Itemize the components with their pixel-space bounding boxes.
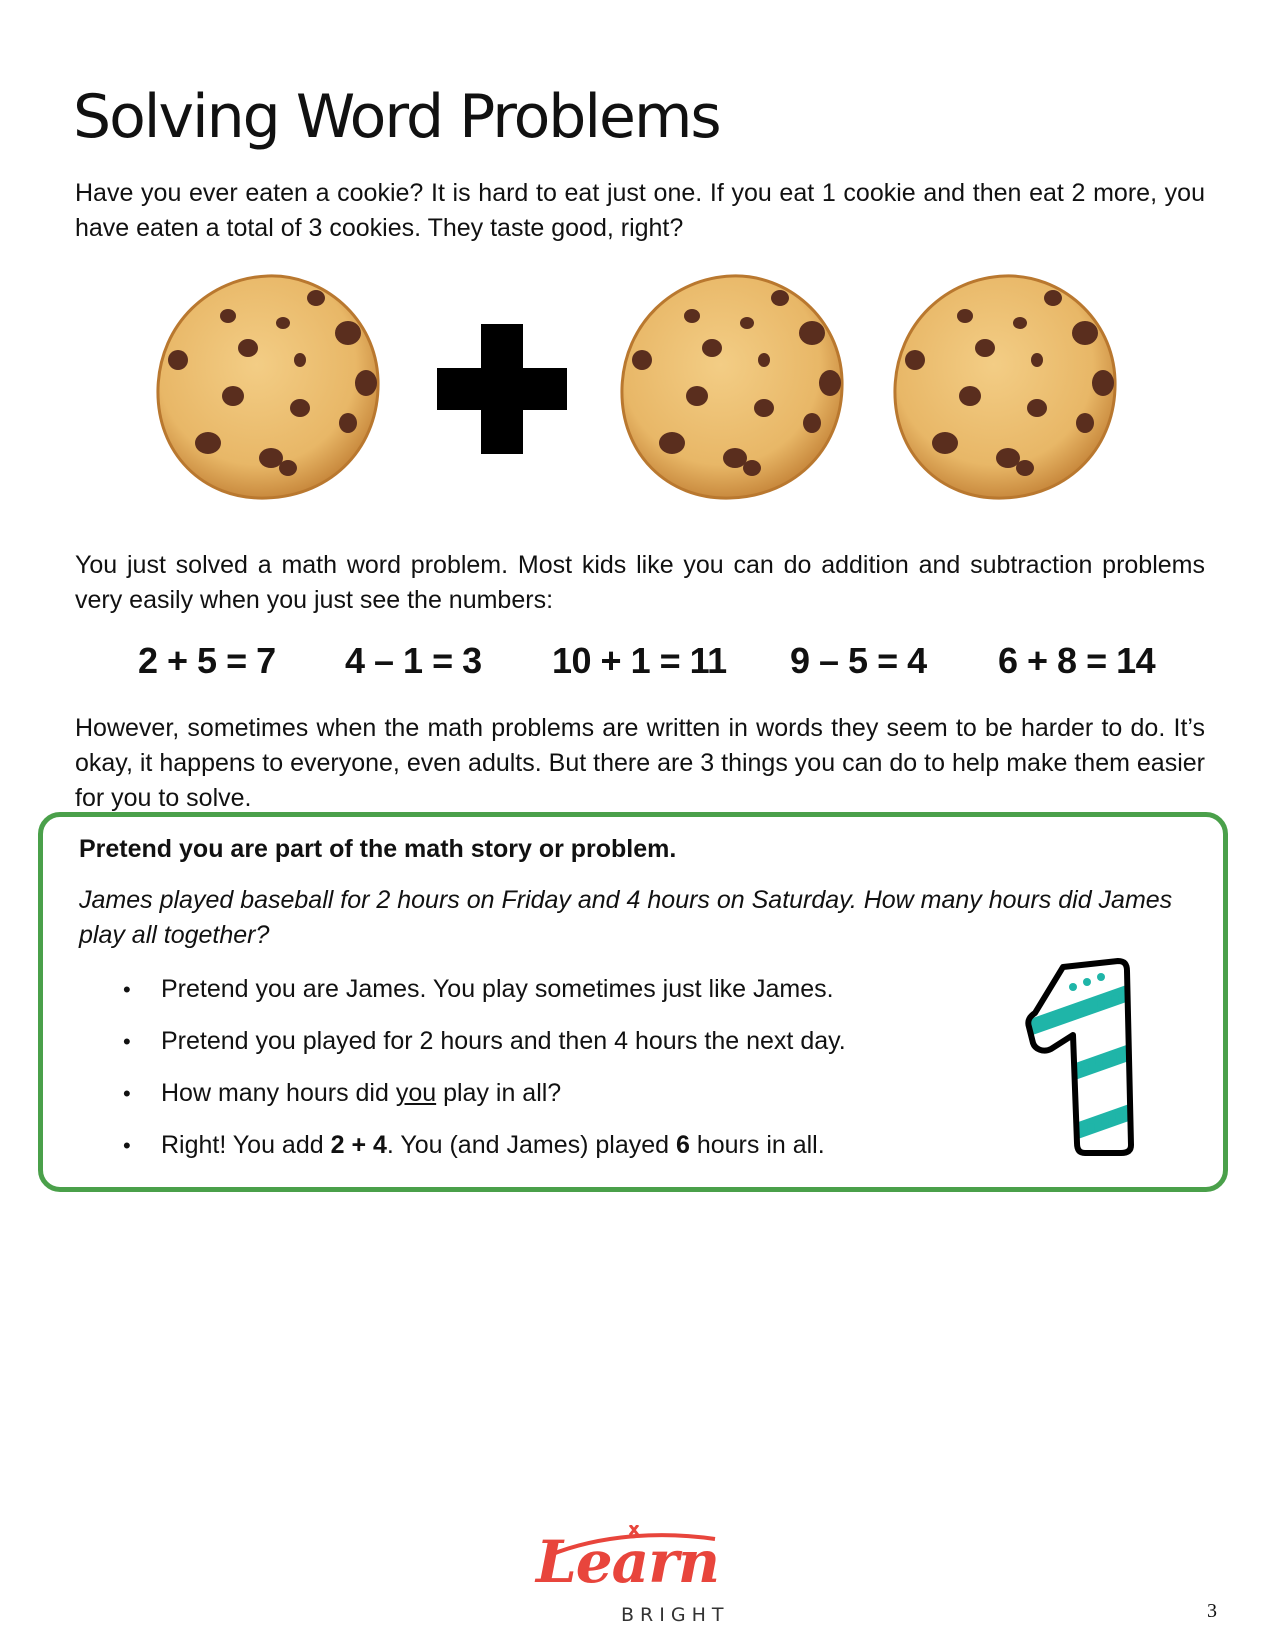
cookie-icon [612, 268, 852, 508]
page-title: Solving Word Problems [73, 82, 720, 152]
bullet-icon: • [123, 1133, 131, 1158]
cookie-icon [148, 268, 388, 508]
bullet-icon: • [123, 1029, 131, 1054]
word-problems-paragraph: However, sometimes when the math problems are written in words they seem to be harder to do. It’s okay, it happens to everyone, even adults. But there are 3 things you can do to help make them easier for you to solve. [75, 714, 1205, 812]
equation: 6 + 8 = 14 [998, 640, 1156, 681]
logo-text: Learn [536, 1528, 719, 1596]
bullet-text: play in all? [436, 1079, 562, 1107]
bullet-text: How many hours did [161, 1079, 396, 1107]
number-one-icon [1023, 957, 1153, 1157]
numbers-paragraph: You just solved a math word problem. Most kids like you can do addition and subtraction problems very easily when you just see the numbers: [75, 551, 1205, 614]
tip-box [38, 812, 1228, 1192]
equation: 10 + 1 = 11 [552, 640, 727, 681]
cookie-illustration [0, 268, 1275, 508]
equation: 2 + 5 = 7 [138, 640, 276, 681]
tip-bullet-list [123, 972, 846, 1180]
bullet-icon: • [123, 977, 131, 1002]
intro-paragraph: Have you ever eaten a cookie? It is hard to eat just one. If you eat 1 cookie and then eat 2 more, you have eaten a total of 3 cookies. They taste good, right? [75, 179, 1205, 242]
bullet-text: . You (and James) played [386, 1131, 676, 1159]
list-item [123, 972, 846, 1024]
bold-answer: 6 [675, 1131, 690, 1159]
tip-heading: Pretend you are part of the math story or problem. [79, 835, 677, 863]
plus-icon [437, 324, 567, 454]
bullet-text: Pretend you played for 2 hours and then 4 hours the next day. [161, 1027, 846, 1055]
cookie-icon [885, 268, 1125, 508]
emphasis-you: you [395, 1079, 437, 1107]
logo-subtext: BRIGHT [621, 1604, 730, 1626]
equation-list [0, 640, 1275, 690]
list-item [123, 1128, 846, 1180]
bold-expression: 2 + 4 [330, 1131, 387, 1159]
equation: 4 – 1 = 3 [345, 640, 482, 681]
bullet-text: hours in all. [689, 1131, 825, 1159]
bullet-text: Right! You add [161, 1131, 331, 1159]
list-item [123, 1024, 846, 1076]
example-question: James played baseball for 2 hours on Friday and 4 hours on Saturday. How many hours did James play all together? [79, 886, 1173, 949]
page-number: 3 [1207, 1600, 1217, 1622]
bullet-text: Pretend you are James. You play sometimes just like James. [161, 975, 834, 1003]
bullet-icon: • [123, 1081, 131, 1106]
list-item [123, 1076, 846, 1128]
equation: 9 – 5 = 4 [790, 640, 927, 681]
